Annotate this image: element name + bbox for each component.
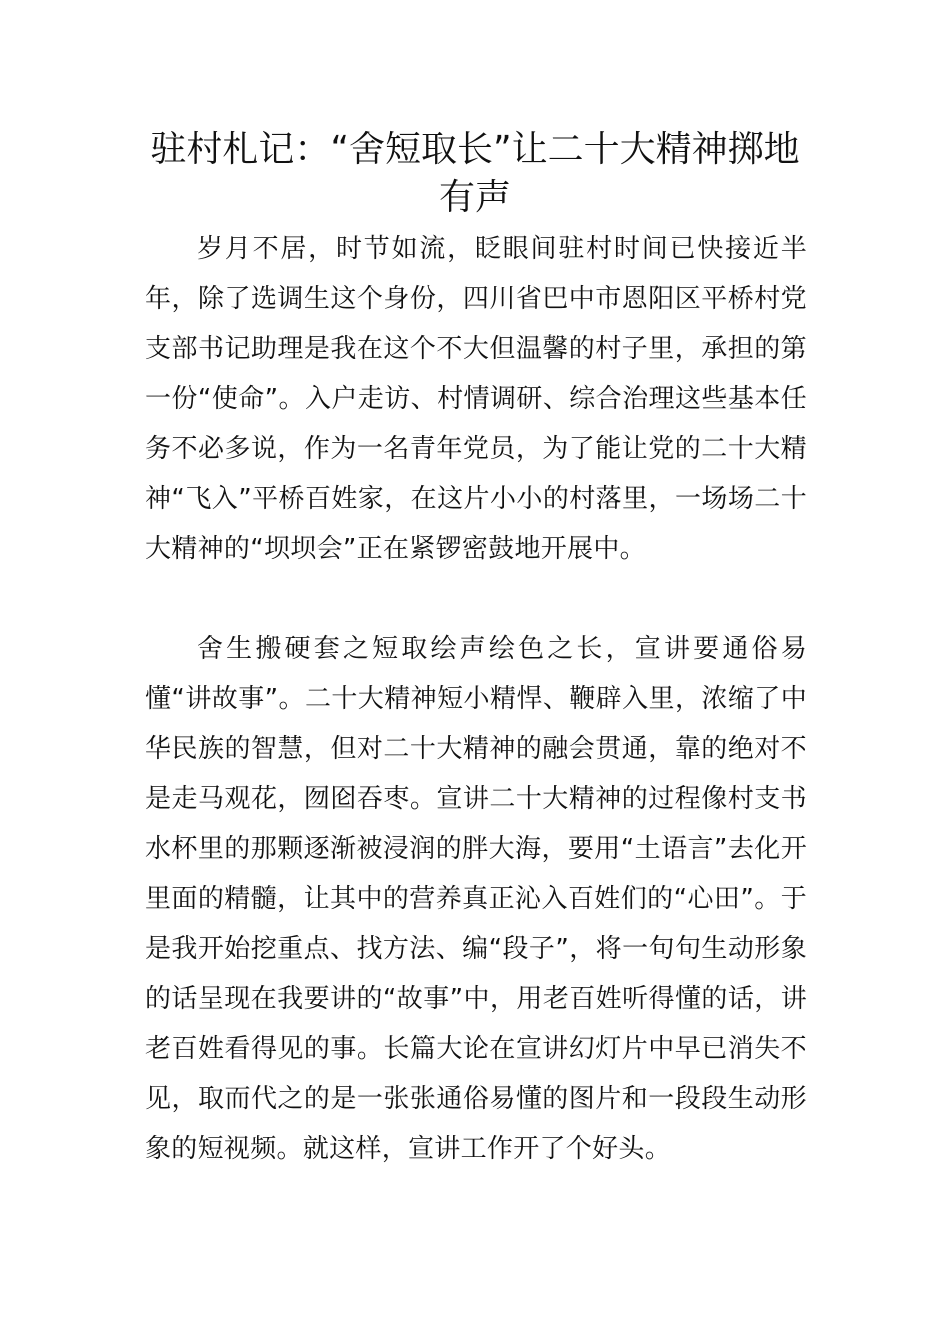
document-title: 驻村札记：“舍短取长”让二十大精神掷地有声 [150,129,800,218]
paragraph-1: 岁月不居，时节如流，眨眼间驻村时间已快接近半年，除了选调生这个身份，四川省巴中市恩阳区平桥村党支部书记助理是我在这个不大但温馨的村子里，承担的第一份“使命”。入户走访、村情调研、综合治理这些基本任务不必多说，作为一名青年党员，为了能让党的二十大精神“飞入”平桥百姓家，在这片小小的村落里，一场场二十大精神的“坝坝会”正在紧锣密鼓地开展中。 [145,234,807,564]
article-body [145,224,807,1174]
paragraph-2: 舍生搬硬套之短取绘声绘色之长，宣讲要通俗易懂“讲故事”。二十大精神短小精悍、鞭辟入里，浓缩了中华民族的智慧，但对二十大精神的融会贯通，靠的绝对不是走马观花，囫囵吞枣。宣讲二十大精神的过程像村支书水杯里的那颗逐渐被浸润的胖大海，要用“土语言”去化开里面的精髓，让其中的营养真正沁入百姓们的“心田”。于是我开始挖重点、找方法、编“段子”，将一句句生动形象的话呈现在我要讲的“故事”中，用老百姓听得懂的话，讲老百姓看得见的事。长篇大论在宣讲幻灯片中早已消失不见，取而代之的是一张张通俗易懂的图片和一段段生动形象的短视频。就这样，宣讲工作开了个好头。 [145,634,807,1164]
